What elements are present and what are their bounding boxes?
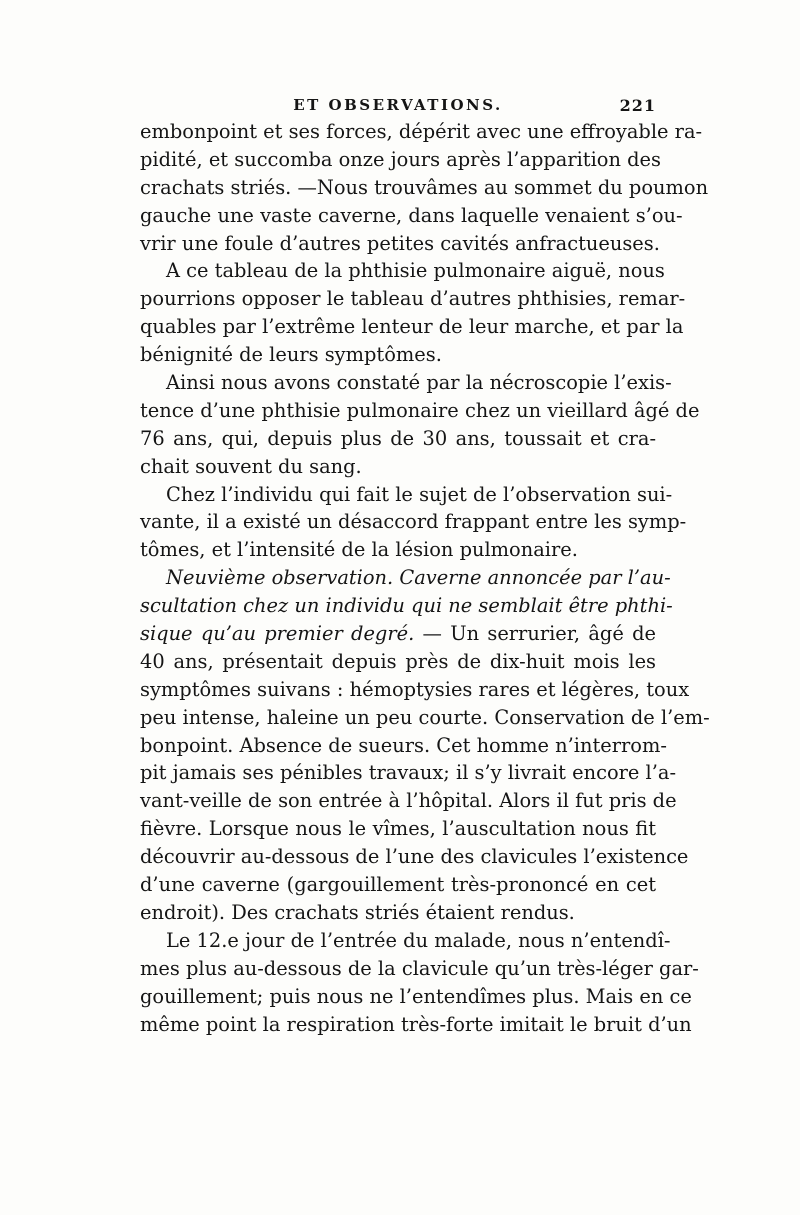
text-segment: même point la respiration très-forte imitait le bruit d’un <box>140 1012 692 1036</box>
text-segment: — Un serrurier, âgé de <box>414 622 657 646</box>
text-segment: pourrions opposer le tableau d’autres phthisies, remar- <box>140 287 686 311</box>
text-line <box>140 508 687 536</box>
text-line <box>140 118 703 146</box>
text-line <box>140 1011 692 1039</box>
text-segment: chait souvent du sang. <box>140 454 362 478</box>
text-segment: gauche une vaste caverne, dans laquelle venaient s’ou- <box>140 203 683 227</box>
text-segment: vant-veille de son entrée à l’hôpital. Alors il fut pris de <box>140 789 677 813</box>
text-segment: tence d’une phthisie pulmonaire chez un vieillard âgé de <box>140 398 700 422</box>
text-segment: gouillement; puis nous ne l’entendîmes plus. Mais en ce <box>140 984 692 1008</box>
text-segment: tômes, et l’intensité de la lésion pulmonaire. <box>140 538 578 562</box>
text-segment: Chez l’individu qui fait le sujet de l’observation sui- <box>166 482 673 506</box>
text-line <box>140 425 656 453</box>
text-line <box>140 313 684 341</box>
text-segment: bonpoint. Absence de sueurs. Cet homme n’interrom- <box>140 733 667 757</box>
paragraph-start-line <box>140 257 665 285</box>
paragraph-end-line <box>140 230 660 258</box>
text-line <box>140 202 683 230</box>
body-text <box>140 118 710 1038</box>
text-segment: symptômes suivans : hémoptysies rares et légères, toux <box>140 677 690 701</box>
text-segment: Le 12.e jour de l’entrée du malade, nous n’entendî- <box>166 928 671 952</box>
paragraph-start-line <box>140 369 672 397</box>
text-line <box>140 704 710 732</box>
observation-heading-line <box>140 592 673 620</box>
text-segment: bénignité de leurs symptômes. <box>140 343 442 367</box>
text-segment: embonpoint et ses forces, dépérit avec une effroyable ra- <box>140 120 703 143</box>
text-line <box>140 676 690 704</box>
text-line <box>140 648 656 676</box>
observation-heading-line <box>140 564 671 592</box>
text-line <box>140 843 689 871</box>
text-segment: fièvre. Lorsque nous le vîmes, l’auscultation nous fit <box>140 817 656 841</box>
text-segment: 40 ans, présentait depuis près de dix-huit mois les <box>140 649 656 673</box>
paragraph-end-line <box>140 341 656 369</box>
text-segment: quables par l’extrême lenteur de leur marche, et par la <box>140 315 684 339</box>
text-segment: Ainsi nous avons constaté par la nécroscopie l’exis- <box>166 371 672 395</box>
text-segment: pidité, et succomba onze jours après l’apparition des <box>140 147 661 171</box>
paragraph-end-line <box>140 453 656 481</box>
paragraph-start-line <box>140 927 671 955</box>
text-segment: mes plus au-dessous de la clavicule qu’un très-léger gar- <box>140 956 699 980</box>
text-segment: crachats striés. —Nous trouvâmes au sommet du poumon <box>140 175 709 199</box>
text-line <box>140 732 667 760</box>
observation-heading-line <box>140 620 656 648</box>
observation-heading-italic: scultation chez un individu qui ne semblait être phthi- <box>140 594 673 618</box>
text-segment: endroit). Des crachats striés étaient rendus. <box>140 900 575 924</box>
text-line <box>140 983 692 1011</box>
text-line <box>140 285 686 313</box>
text-line <box>140 759 677 787</box>
text-segment: pit jamais ses pénibles travaux; il s’y livrait encore l’a- <box>140 761 677 785</box>
paragraph-start-line <box>140 481 673 509</box>
text-line <box>140 174 709 202</box>
observation-heading-italic: sique qu’au premier degré. <box>140 622 415 646</box>
text-line <box>140 815 656 843</box>
text-line <box>140 787 677 815</box>
text-line <box>140 146 661 174</box>
text-segment: A ce tableau de la phthisie pulmonaire aiguë, nous <box>166 259 665 283</box>
text-line <box>140 397 700 425</box>
running-title: ET OBSERVATIONS. <box>293 96 503 114</box>
paragraph-end-line <box>140 536 656 564</box>
text-segment: vante, il a existé un désaccord frappant entre les symp- <box>140 510 687 534</box>
observation-heading-italic: Neuvième observation. Caverne annoncée par l’au- <box>166 566 671 590</box>
text-segment: peu intense, haleine un peu courte. Conservation de l’em- <box>140 705 710 729</box>
page-number: 221 <box>619 96 656 115</box>
text-segment: vrir une foule d’autres petites cavités anfractueuses. <box>140 231 660 255</box>
text-segment: d’une caverne (gargouillement très-prononcé en cet <box>140 873 656 897</box>
text-segment: découvrir au-dessous de l’une des clavicules l’existence <box>140 845 689 869</box>
paragraph-end-line <box>140 899 656 927</box>
text-line <box>140 871 656 899</box>
text-line <box>140 955 699 983</box>
text-segment: 76 ans, qui, depuis plus de 30 ans, toussait et cra- <box>140 426 656 450</box>
